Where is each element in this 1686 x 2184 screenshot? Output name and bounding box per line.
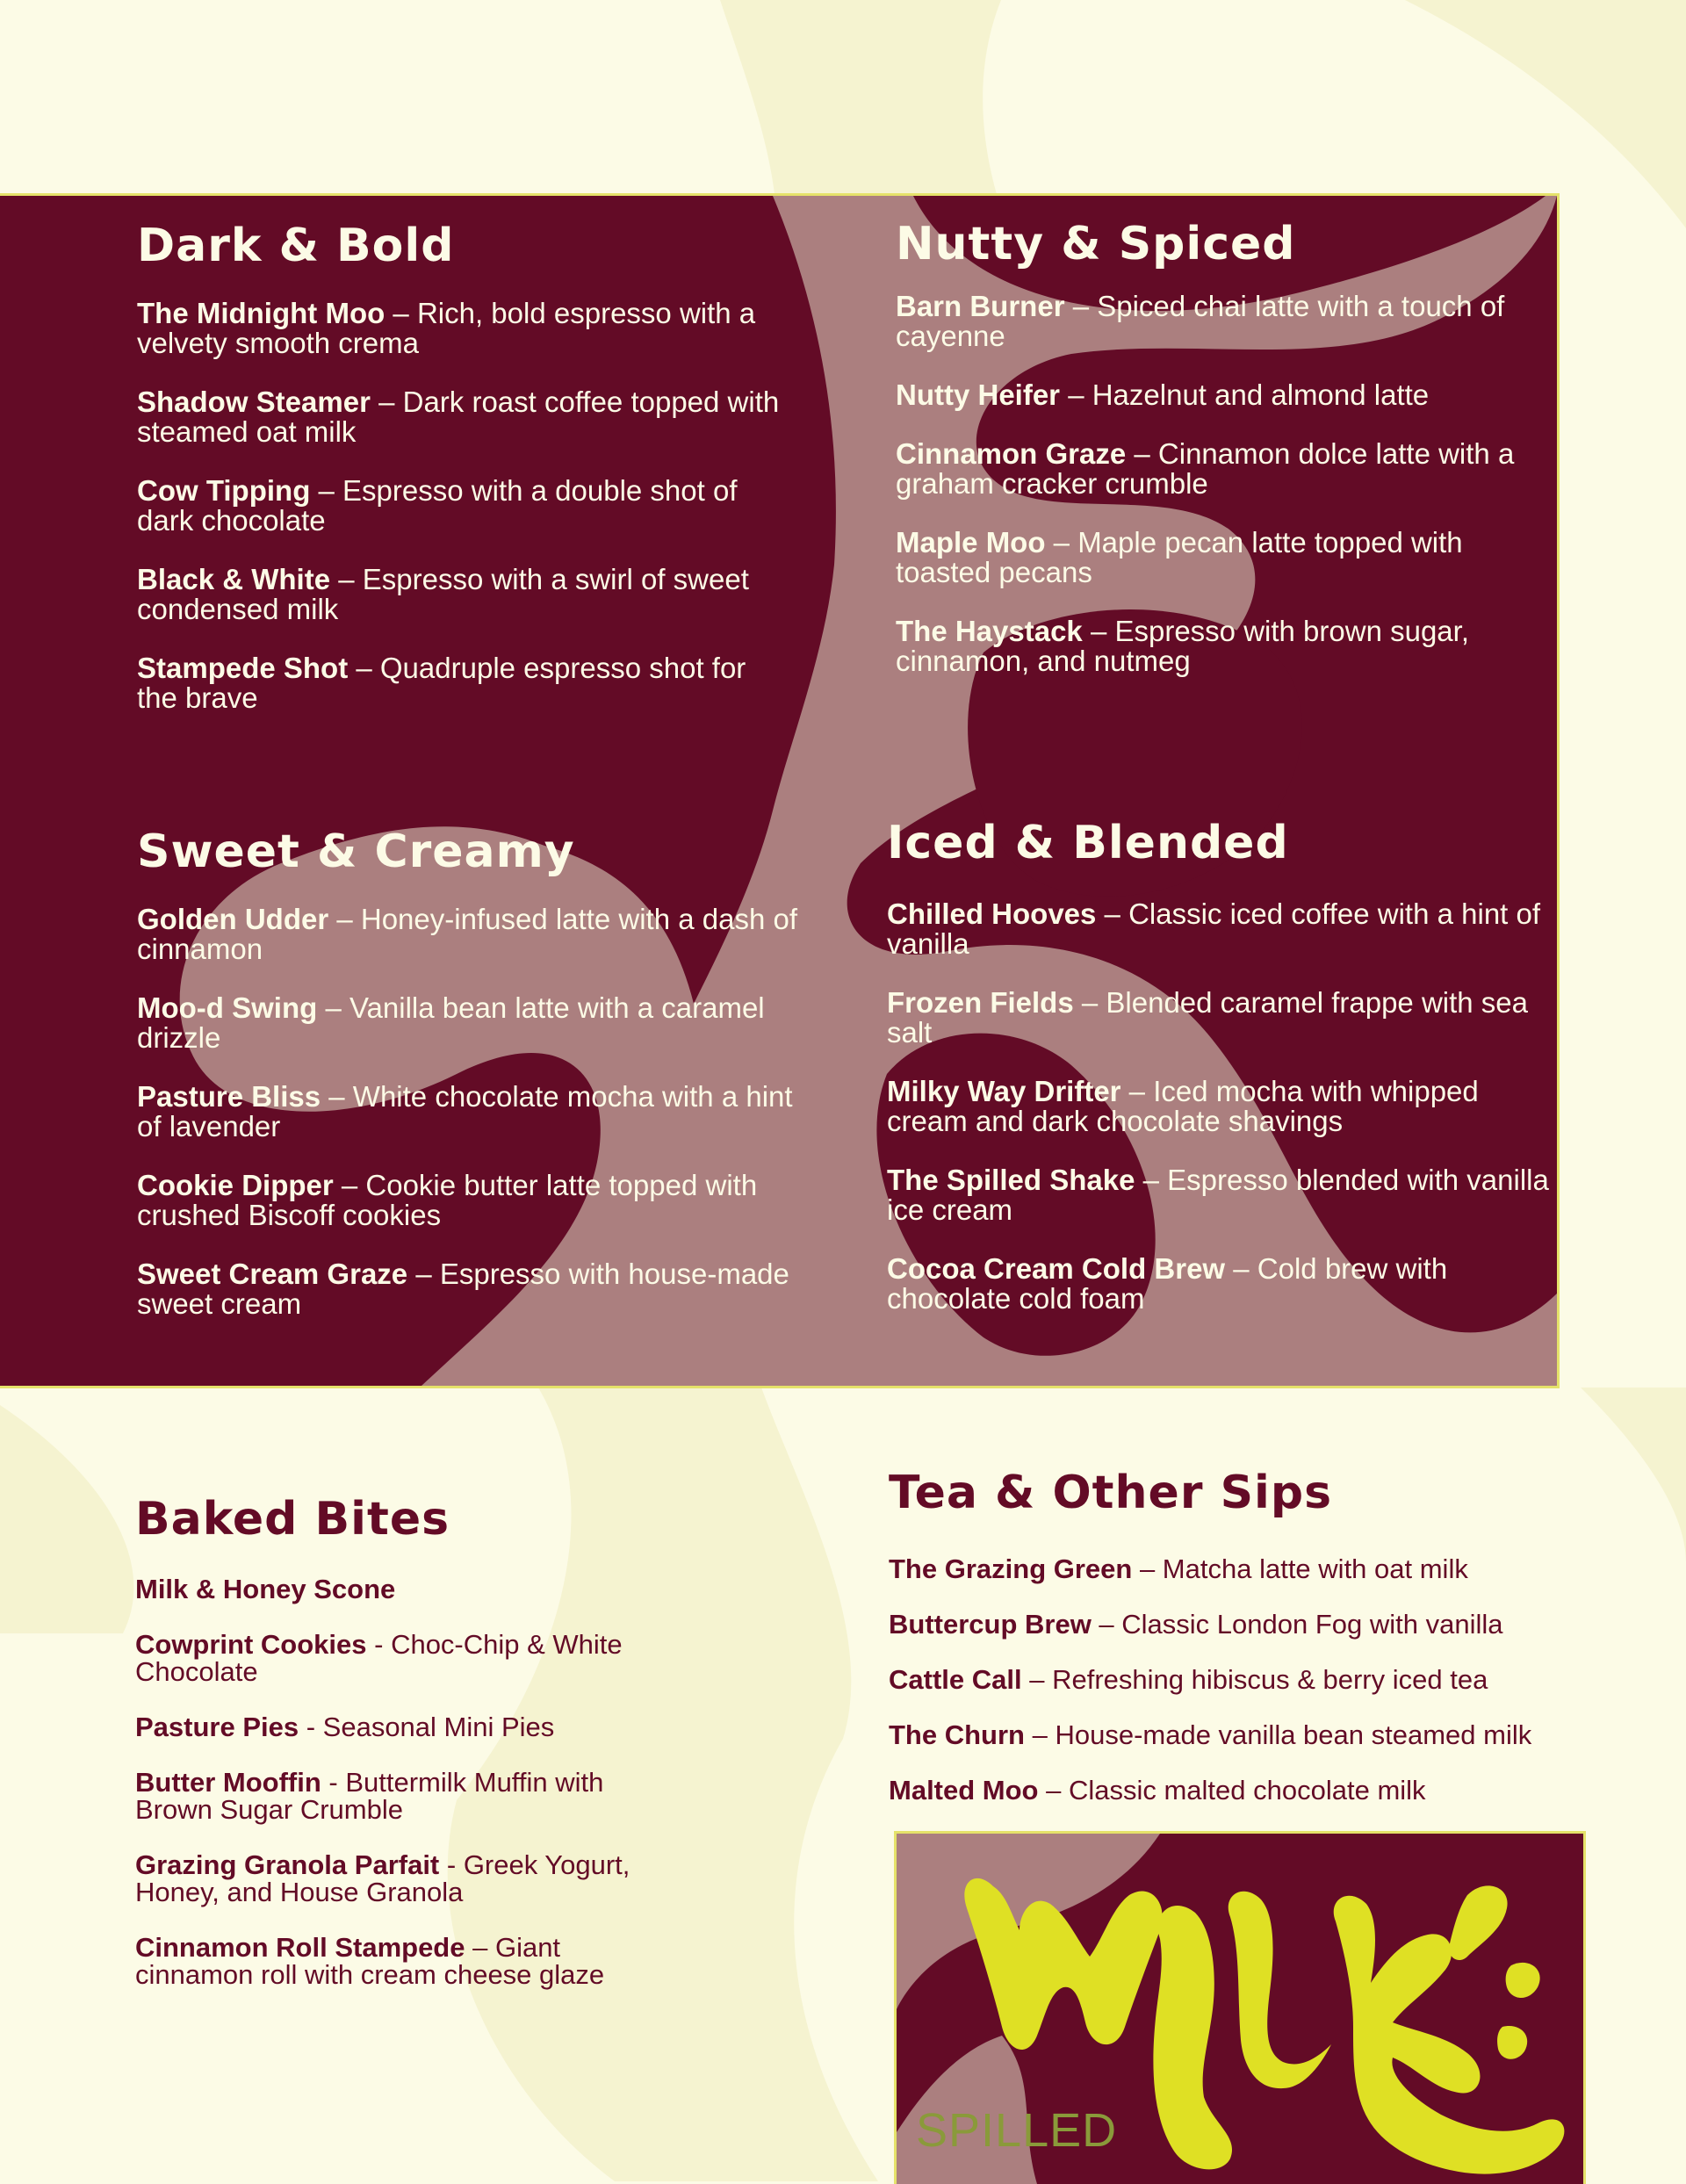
menu-item — [137, 476, 787, 536]
menu-item — [137, 653, 787, 713]
menu-item — [135, 1769, 645, 1823]
item-name: Buttercup Brew — [889, 1609, 1092, 1640]
item-name: Pasture Bliss — [137, 1080, 321, 1113]
item-name: The Churn — [889, 1719, 1025, 1750]
item-desc: – Espresso with brown sugar, cinnamon, and nutmeg — [896, 615, 1469, 677]
menu-item — [896, 292, 1546, 351]
item-name: Stampede Shot — [137, 652, 349, 684]
item-name: Cocoa Cream Cold Brew — [887, 1252, 1226, 1285]
menu-item — [887, 1077, 1554, 1136]
item-desc: – Espresso blended with vanilla ice cream — [887, 1164, 1549, 1226]
item-desc: – Cinnamon dolce latte with a graham cracker crumble — [896, 437, 1515, 500]
item-name: Black & White — [137, 563, 331, 595]
section-nutty-spiced — [896, 218, 1546, 705]
item-name: Cattle Call — [889, 1664, 1022, 1695]
item-desc: – Espresso with a double shot of dark chocolate — [137, 474, 738, 537]
menu-item — [137, 993, 822, 1053]
menu-item — [889, 1720, 1661, 1750]
item-name: Pasture Pies — [135, 1712, 299, 1742]
section-dark-bold — [137, 220, 787, 742]
item-name: Milk & Honey Scone — [135, 1574, 396, 1604]
section-baked-bites — [135, 1493, 645, 2016]
menu-item — [135, 1851, 645, 1906]
menu-item — [896, 528, 1546, 587]
item-name: Milky Way Drifter — [887, 1075, 1121, 1107]
section-iced-blended — [887, 817, 1554, 1343]
item-desc: – Maple pecan latte topped with toasted pecans — [896, 526, 1463, 588]
menu-item — [135, 1575, 645, 1603]
item-desc: – Spiced chai latte with a touch of cayenne — [896, 290, 1505, 352]
item-desc: – Classic iced coffee with a hint of vanilla — [887, 897, 1541, 960]
menu-item — [137, 387, 787, 447]
item-name: Chilled Hooves — [887, 897, 1097, 930]
item-desc: – Hazelnut and almond latte — [1060, 378, 1430, 411]
item-desc: - Seasonal Mini Pies — [299, 1712, 555, 1742]
menu-item — [889, 1554, 1661, 1584]
item-name: Butter Mooffin — [135, 1767, 321, 1798]
item-desc: – Iced mocha with whipped cream and dark chocolate shavings — [887, 1075, 1479, 1137]
section-title: Baked Bites — [135, 1493, 450, 1546]
item-desc: – Matcha latte with oat milk — [1132, 1553, 1468, 1584]
item-desc: – Dark roast coffee topped with steamed oat milk — [137, 386, 780, 448]
item-name: The Grazing Green — [889, 1553, 1133, 1584]
item-name: Frozen Fields — [887, 986, 1074, 1019]
item-desc: - Choc-Chip & White Chocolate — [135, 1629, 623, 1687]
menu-item — [896, 439, 1546, 499]
item-name: Cinnamon Graze — [896, 437, 1127, 470]
item-name: Nutty Heifer — [896, 378, 1061, 411]
item-desc: - Greek Yogurt, Honey, and House Granola — [135, 1849, 630, 1907]
item-desc: – Cookie butter latte topped with crushed Biscoff cookies — [137, 1169, 758, 1231]
item-desc: – Vanilla bean latte with a caramel drizzle — [137, 991, 765, 1054]
item-desc: – Blended caramel frappe with sea salt — [887, 986, 1529, 1049]
item-desc: – Refreshing hibiscus & berry iced tea — [1021, 1664, 1488, 1695]
menu-item — [135, 1934, 645, 1988]
menu-item — [889, 1610, 1661, 1640]
menu-item — [889, 1665, 1661, 1695]
item-desc: – Cold brew with chocolate cold foam — [887, 1252, 1448, 1315]
item-desc: – White chocolate mocha with a hint of lavender — [137, 1080, 793, 1142]
section-title: Tea & Other Sips — [889, 1467, 1333, 1519]
menu-item — [137, 1171, 822, 1230]
item-name: Cowprint Cookies — [135, 1629, 367, 1660]
item-desc: – Quadruple espresso shot for the brave — [137, 652, 746, 714]
item-desc: – Honey-infused latte with a dash of cinnamon — [137, 903, 798, 965]
menu-item — [889, 1776, 1661, 1806]
item-name: Grazing Granola Parfait — [135, 1849, 440, 1880]
section-tea-other-sips — [889, 1467, 1661, 1831]
menu-item — [135, 1631, 645, 1685]
item-name: Maple Moo — [896, 526, 1046, 559]
menu-item — [137, 1082, 822, 1142]
item-name: Barn Burner — [896, 290, 1065, 322]
menu-item — [137, 565, 787, 624]
item-desc: – House-made vanilla bean steamed milk — [1025, 1719, 1532, 1750]
item-name: Malted Moo — [889, 1775, 1039, 1806]
menu-item — [137, 905, 822, 964]
menu-item — [887, 988, 1554, 1048]
item-name: Shadow Steamer — [137, 386, 371, 418]
item-desc: – Classic malted chocolate milk — [1038, 1775, 1426, 1806]
menu-item — [896, 380, 1546, 410]
menu-item — [887, 1254, 1554, 1314]
logo-spilled-text: SPILLED — [916, 2104, 1118, 2157]
item-name: Cookie Dipper — [137, 1169, 334, 1201]
section-title: Iced & Blended — [887, 817, 1289, 869]
menu-item — [896, 616, 1546, 676]
item-name: The Haystack — [896, 615, 1083, 647]
item-desc: – Rich, bold espresso with a velvety smooth crema — [137, 297, 756, 359]
item-name: The Spilled Shake — [887, 1164, 1135, 1196]
menu-item — [887, 1165, 1554, 1225]
item-desc: - Buttermilk Muffin with Brown Sugar Crumble — [135, 1767, 604, 1825]
item-name: Sweet Cream Graze — [137, 1258, 408, 1290]
menu-item — [137, 299, 787, 358]
item-name: Moo-d Swing — [137, 991, 318, 1024]
item-name: Cow Tipping — [137, 474, 311, 507]
section-sweet-creamy — [137, 825, 822, 1348]
item-desc: – Giant cinnamon roll with cream cheese glaze — [135, 1932, 605, 1990]
item-desc: – Espresso with a swirl of sweet condensed milk — [137, 563, 749, 625]
section-title: Dark & Bold — [137, 220, 455, 272]
spilled-milk-logo — [894, 1831, 1586, 2184]
item-desc: – Espresso with house-made sweet cream — [137, 1258, 789, 1320]
item-name: Golden Udder — [137, 903, 329, 935]
item-name: The Midnight Moo — [137, 297, 385, 329]
section-title: Nutty & Spiced — [896, 218, 1296, 270]
menu-item — [135, 1713, 645, 1741]
menu-item — [137, 1259, 822, 1319]
section-title: Sweet & Creamy — [137, 825, 575, 878]
item-name: Cinnamon Roll Stampede — [135, 1932, 465, 1963]
menu-item — [887, 899, 1554, 959]
item-desc: – Classic London Fog with vanilla — [1091, 1609, 1503, 1640]
